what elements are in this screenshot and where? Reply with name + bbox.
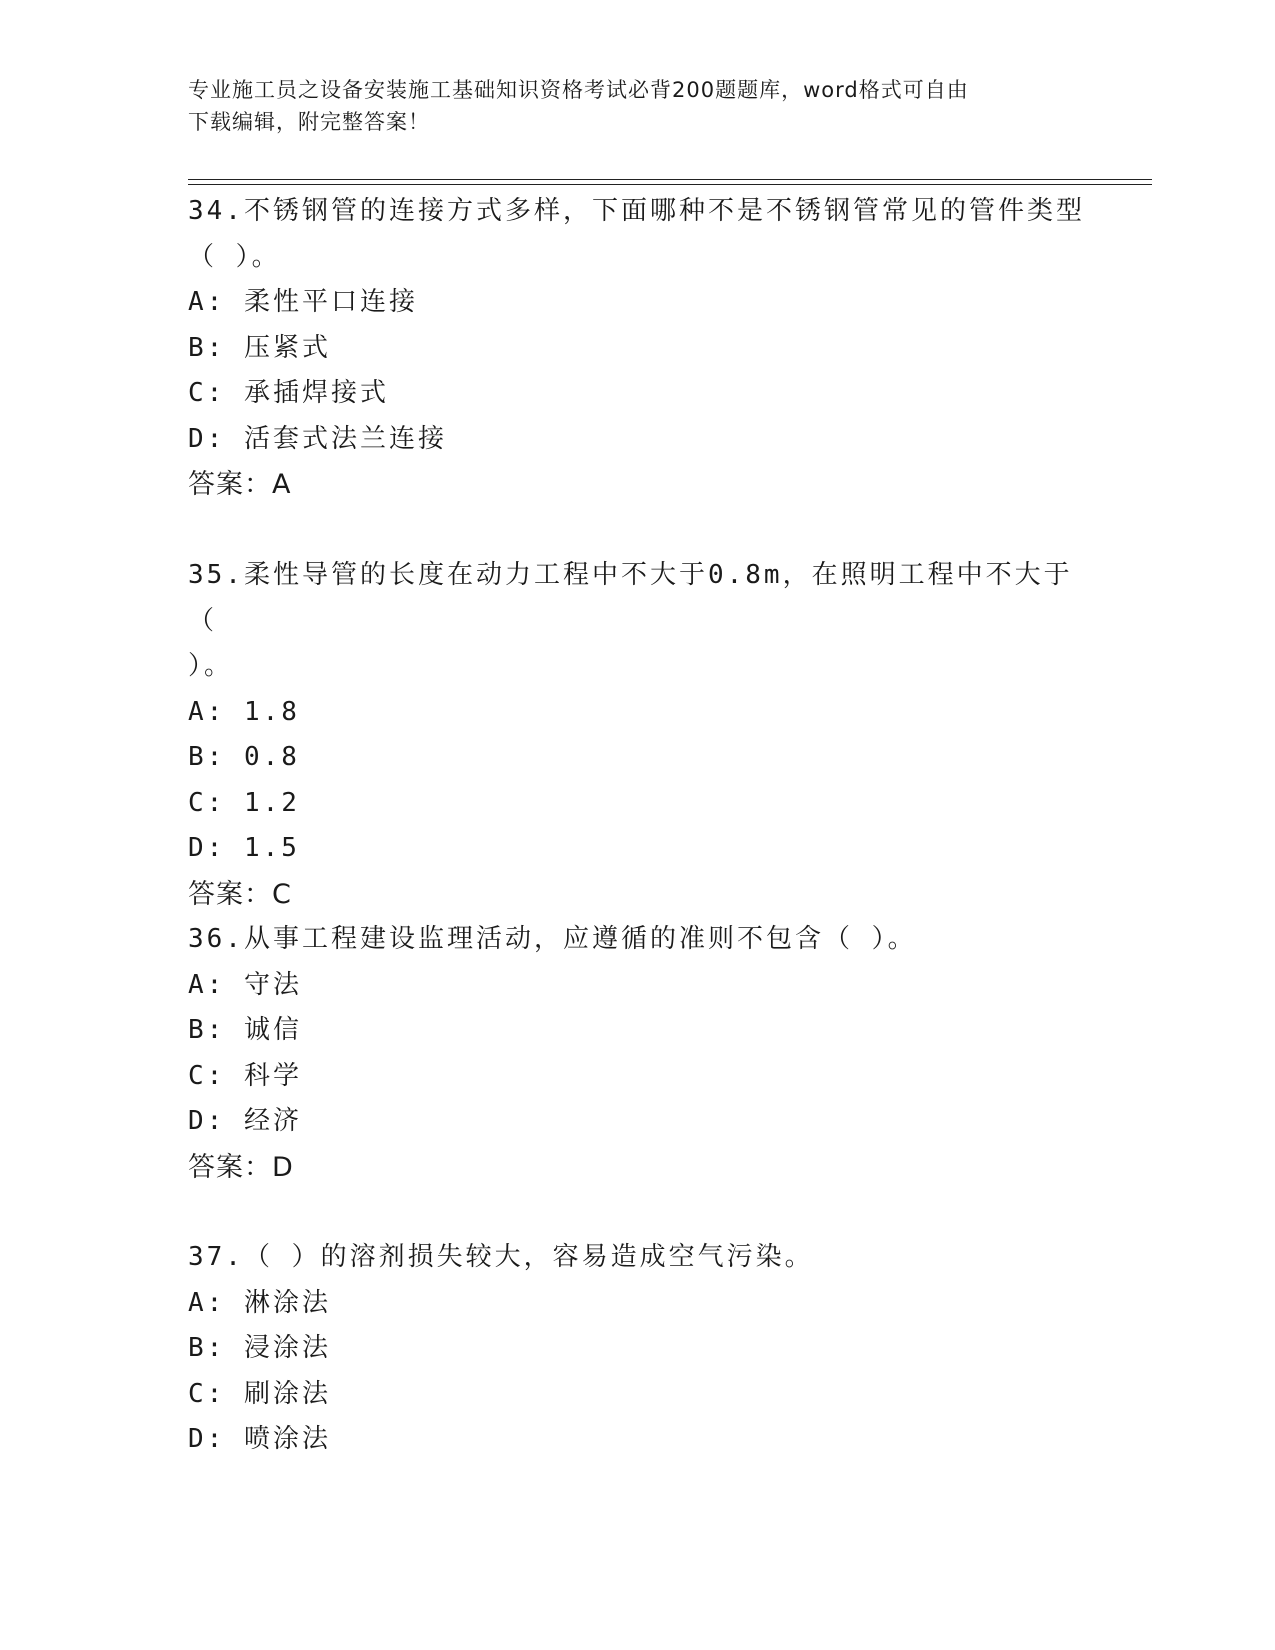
question-36 xyxy=(188,917,1088,1190)
option-a: A: 淋涂法 xyxy=(188,1287,331,1318)
option-b: B: 浸涂法 xyxy=(188,1333,331,1363)
question-stem-line-2: ）。 xyxy=(188,651,234,681)
header-line-2: 下载编辑，附完整答案！ xyxy=(188,110,430,134)
answer-line: 答案：D xyxy=(188,1151,294,1183)
question-stem-line-1: 37.（ ）的溶剂损失较大，容易造成空气污染。 xyxy=(188,1242,814,1272)
document-header xyxy=(188,74,1088,138)
option-d: D: 经济 xyxy=(188,1106,302,1136)
option-d: D: 活套式法兰连接 xyxy=(188,423,447,454)
header-line-1: 专业施工员之设备安装施工基础知识资格考试必背200题题库，word格式可自由 xyxy=(188,78,969,102)
question-stem-line-1: 35.柔性导管的长度在动力工程中不大于0.8m，在照明工程中不大于（ xyxy=(188,560,1073,636)
option-a: A: 1.8 xyxy=(188,696,300,727)
answer-line: 答案：C xyxy=(188,878,292,910)
option-a: A: 守法 xyxy=(188,969,302,1000)
option-b: B: 0.8 xyxy=(188,742,300,772)
option-a: A: 柔性平口连接 xyxy=(188,287,418,317)
question-stem-line-2: （ ）。 xyxy=(188,241,281,272)
option-c: C: 刷涂法 xyxy=(188,1378,331,1409)
option-b: B: 诚信 xyxy=(188,1015,302,1045)
option-d: D: 1.5 xyxy=(188,833,300,863)
question-35 xyxy=(188,553,1088,917)
question-34 xyxy=(188,189,1088,508)
option-c: C: 1.2 xyxy=(188,787,300,818)
option-c: C: 承插焊接式 xyxy=(188,378,389,408)
option-b: B: 压紧式 xyxy=(188,332,331,363)
answer-line: 答案：A xyxy=(188,469,292,500)
question-stem-line-1: 36.从事工程建设监理活动，应遵循的准则不包含（ ）。 xyxy=(188,924,917,954)
option-c: C: 科学 xyxy=(188,1060,302,1091)
question-stem-line-1: 34.不锈钢管的连接方式多样，下面哪种不是不锈钢管常见的管件类型 xyxy=(188,196,1085,226)
header-divider-top xyxy=(188,179,1152,180)
option-d: D: 喷涂法 xyxy=(188,1424,331,1454)
header-divider-bottom xyxy=(188,184,1152,185)
question-37 xyxy=(188,1235,1088,1463)
